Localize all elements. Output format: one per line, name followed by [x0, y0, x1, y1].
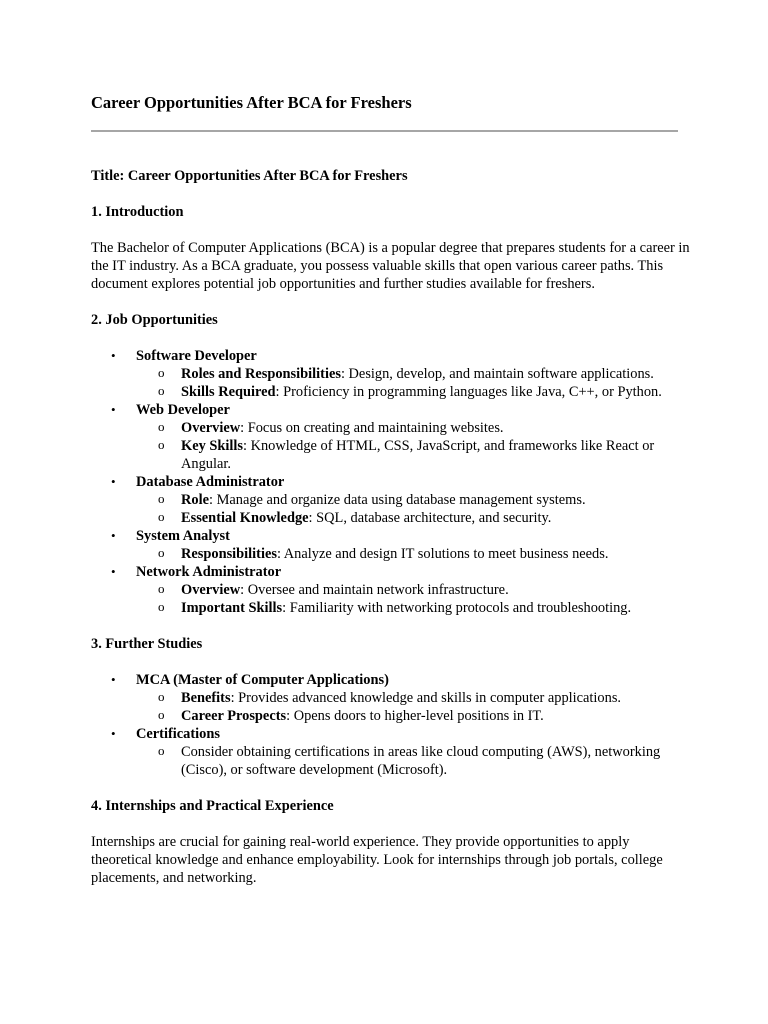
sub-list-item — [136, 437, 691, 473]
list-item-title: Network Administrator — [136, 564, 282, 580]
list-item-title: Certifications — [136, 726, 220, 742]
sub-item-label: Career Prospects — [181, 708, 287, 724]
sub-item-text: : Knowledge of HTML, CSS, JavaScript, and frameworks like React or Angular. — [181, 438, 655, 472]
sub-list-item — [136, 383, 691, 401]
sub-bullet-icon: o — [158, 365, 165, 380]
sub-list — [136, 491, 691, 527]
document-heading: Career Opportunities After BCA for Freshers — [91, 93, 412, 112]
sub-item-label: Role — [181, 492, 209, 508]
list-item-title: System Analyst — [136, 528, 230, 544]
sub-bullet-icon: o — [158, 707, 165, 722]
bullet-icon: • — [111, 564, 116, 579]
sub-list-item — [136, 419, 691, 437]
further-studies-list — [91, 671, 691, 779]
list-item — [91, 473, 691, 527]
introduction-paragraph: The Bachelor of Computer Applications (BCA) is a popular degree that prepares students for a career in the IT industry. As a BCA graduate, you possess valuable skills that open various career paths. This document explores potential job opportunities and further studies available for freshers. — [91, 240, 690, 292]
sub-list-item — [136, 743, 691, 779]
sub-list — [136, 581, 691, 617]
list-item — [91, 401, 691, 473]
list-item-title: Software Developer — [136, 348, 257, 364]
sub-item-text: : Manage and organize data using database management systems. — [208, 492, 586, 508]
sub-item-label: Roles and Responsibilities — [181, 366, 341, 382]
list-item-title: MCA (Master of Computer Applications) — [136, 672, 389, 688]
job-opportunities-list — [91, 347, 691, 617]
sub-item-text: Consider obtaining certifications in areas like cloud computing (AWS), networking (Cisco), or software development (Microsoft). — [181, 744, 661, 778]
sub-list-item — [136, 689, 691, 707]
bullet-icon: • — [111, 672, 116, 687]
list-item — [91, 725, 691, 779]
list-item — [91, 671, 691, 725]
sub-item-label: Skills Required — [181, 384, 276, 400]
sub-bullet-icon: o — [158, 581, 165, 596]
document-body — [91, 167, 691, 905]
list-item — [91, 563, 691, 617]
list-item — [91, 347, 691, 401]
sub-item-text: : Design, develop, and maintain software applications. — [340, 366, 654, 382]
sub-list-item — [136, 365, 691, 383]
sub-bullet-icon: o — [158, 491, 165, 506]
sub-item-text: : Familiarity with networking protocols and troubleshooting. — [282, 600, 632, 616]
section-heading-internships: 4. Internships and Practical Experience — [91, 798, 334, 814]
sub-item-text: : Analyze and design IT solutions to meet business needs. — [276, 546, 609, 562]
sub-item-text: : Oversee and maintain network infrastructure. — [240, 582, 509, 598]
title-line: Title: Career Opportunities After BCA for Freshers — [91, 168, 408, 184]
list-item-title: Database Administrator — [136, 474, 285, 490]
sub-bullet-icon: o — [158, 383, 165, 398]
section-heading-introduction: 1. Introduction — [91, 204, 184, 220]
bullet-icon: • — [111, 348, 116, 363]
sub-item-text: : SQL, database architecture, and security. — [308, 510, 552, 526]
sub-bullet-icon: o — [158, 599, 165, 614]
bullet-icon: • — [111, 402, 116, 417]
sub-bullet-icon: o — [158, 437, 165, 452]
sub-list-item — [136, 509, 691, 527]
sub-item-text: : Opens doors to higher-level positions in IT. — [286, 708, 544, 724]
sub-item-label: Overview — [181, 582, 241, 598]
sub-item-label: Benefits — [181, 690, 231, 706]
sub-item-label: Essential Knowledge — [181, 510, 309, 526]
bullet-icon: • — [111, 726, 116, 741]
sub-bullet-icon: o — [158, 743, 165, 758]
sub-list — [136, 419, 691, 473]
sub-bullet-icon: o — [158, 509, 165, 524]
list-item — [91, 527, 691, 563]
sub-item-text: : Proficiency in programming languages like Java, C++, or Python. — [275, 384, 662, 400]
sub-list-item — [136, 707, 691, 725]
sub-list — [136, 743, 691, 779]
section-heading-further-studies: 3. Further Studies — [91, 636, 203, 652]
sub-list-item — [136, 581, 691, 599]
sub-item-label: Important Skills — [181, 600, 283, 616]
section-heading-job-opportunities: 2. Job Opportunities — [91, 312, 218, 328]
sub-list — [136, 365, 691, 401]
sub-list — [136, 689, 691, 725]
sub-bullet-icon: o — [158, 689, 165, 704]
list-item-title: Web Developer — [136, 402, 230, 418]
sub-item-text: : Focus on creating and maintaining websites. — [240, 420, 504, 436]
bullet-icon: • — [111, 474, 116, 489]
sub-item-label: Key Skills — [181, 438, 243, 454]
sub-list-item — [136, 545, 691, 563]
horizontal-rule — [91, 130, 678, 132]
sub-item-label: Responsibilities — [181, 546, 277, 562]
sub-item-label: Overview — [181, 420, 241, 436]
bullet-icon: • — [111, 528, 116, 543]
sub-list — [136, 545, 691, 563]
sub-list-item — [136, 491, 691, 509]
sub-bullet-icon: o — [158, 545, 165, 560]
sub-bullet-icon: o — [158, 419, 165, 434]
sub-list-item — [136, 599, 691, 617]
internships-paragraph: Internships are crucial for gaining real-world experience. They provide opportunities to apply theoretical knowledge and enhance employability. Look for internships through job portals, college placements, and networking. — [91, 834, 663, 886]
sub-item-text: : Provides advanced knowledge and skills in computer applications. — [230, 690, 622, 706]
